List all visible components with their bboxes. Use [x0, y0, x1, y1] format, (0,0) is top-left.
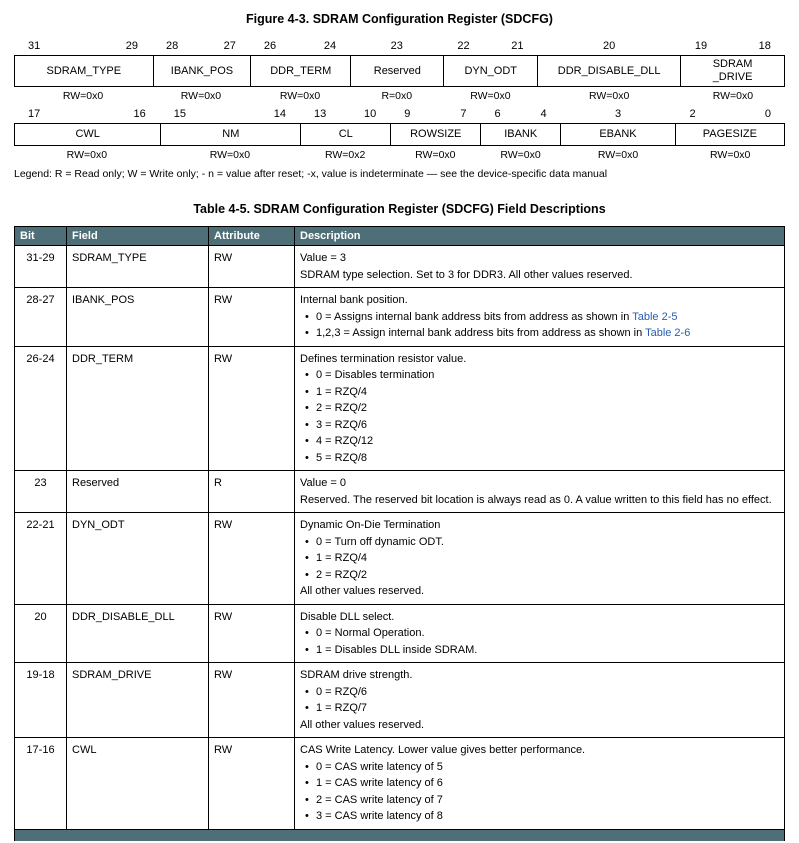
reset-value: R=0x0: [381, 90, 413, 102]
description-text: 1 = CAS write latency of 6: [316, 777, 443, 789]
reset-value: RW=0x0: [209, 149, 251, 161]
reset-values-row: [14, 87, 785, 106]
bit-msb: 2: [689, 108, 696, 120]
bullet-line: [300, 808, 779, 825]
bit-msb: 23: [390, 40, 403, 52]
bit-msb: 26: [263, 40, 277, 52]
field-name: CL: [338, 128, 353, 140]
description-line: [300, 292, 779, 309]
reset-values-row: [14, 146, 785, 165]
description-text: 3 = RZQ/6: [316, 418, 368, 431]
description-line: [300, 742, 779, 759]
bullet-line: [300, 325, 779, 342]
bullet-icon: •: [305, 552, 309, 564]
bit-range: [537, 38, 680, 55]
description-text: 0 = Turn off dynamic ODT.: [316, 535, 444, 548]
bit-range: [160, 106, 300, 123]
bit-cell: 31-29: [15, 246, 67, 288]
description-line: [300, 517, 779, 534]
description-text: 1 = RZQ/7: [316, 702, 368, 714]
reset-value: RW=0x2: [324, 149, 366, 161]
description-cell: [295, 513, 785, 605]
bullet-icon: •: [305, 760, 309, 773]
reset-value: RW=0x0: [279, 90, 321, 102]
bit-lsb: 21: [511, 40, 524, 52]
field-description-row: [15, 346, 785, 471]
description-text: 4 = RZQ/12: [316, 435, 374, 447]
description-text: All other values reserved.: [300, 718, 425, 731]
description-text: Dynamic On-Die Termination: [300, 519, 441, 531]
reset-value: RW=0x0: [597, 149, 639, 161]
description-text: CAS Write Latency. Lower value gives better performance.: [300, 744, 586, 756]
description-line: [300, 609, 779, 626]
reset-value: RW=0x0: [66, 149, 108, 161]
description-line: [300, 583, 779, 600]
bullet-icon: •: [305, 402, 309, 414]
bit-lsb: 14: [273, 108, 287, 120]
register-field: [443, 56, 537, 86]
bit-range: [350, 38, 443, 55]
attribute-cell: RW: [209, 738, 295, 830]
field-name: DDR_DISABLE_DLL: [557, 64, 661, 77]
table-title: Table 4-5. SDRAM Configuration Register (SDCFG) Field Descriptions: [193, 202, 606, 216]
bullet-line: [300, 384, 779, 401]
bit-lsb: 18: [758, 40, 771, 52]
register-field: [153, 56, 251, 86]
field-cell: IBANK_POS: [67, 288, 209, 347]
field-name: IBANK: [504, 128, 538, 140]
field-cell: SDRAM_TYPE: [67, 246, 209, 288]
description-line: [300, 351, 779, 368]
field-name: _DRIVE: [712, 71, 753, 83]
table-reference-link[interactable]: Table 2-6: [645, 327, 691, 339]
bullet-line: [300, 534, 779, 551]
bullet-icon: •: [305, 793, 309, 806]
bit-range: [561, 106, 676, 123]
bit-range: [681, 38, 785, 55]
bullet-line: [300, 792, 779, 809]
description-cell: [295, 288, 785, 347]
bullet-line: [300, 417, 779, 434]
description-text: 0 = RZQ/6: [316, 685, 368, 698]
description-cell: [295, 346, 785, 471]
field-descriptions-table: [14, 226, 785, 830]
bit-cell: 19-18: [15, 663, 67, 738]
description-text: 1,2,3 = Assign internal bank address bits from address as shown in: [316, 327, 646, 339]
bullet-icon: •: [305, 418, 309, 431]
bit-msb: 28: [166, 40, 179, 52]
description-line: [300, 667, 779, 684]
reset-value: RW=0x0: [588, 90, 630, 102]
field-description-row: [15, 288, 785, 347]
register-field: [560, 124, 675, 145]
description-cell: [295, 246, 785, 288]
register-field: [250, 56, 350, 86]
bullet-line: [300, 759, 779, 776]
bit-msb: 22: [457, 40, 470, 52]
bullet-line: [300, 367, 779, 384]
reset-value: RW=0x0: [415, 149, 456, 161]
reset-value: RW=0x0: [180, 90, 222, 102]
description-cell: [295, 663, 785, 738]
bullet-icon: •: [305, 643, 309, 656]
bullet-line: [300, 642, 779, 659]
field-description-row: [15, 663, 785, 738]
bit-msb: 17: [28, 108, 41, 120]
bit-cell: 23: [15, 471, 67, 513]
field-name: SDRAM_TYPE: [46, 64, 122, 77]
description-text: 1 = RZQ/4: [316, 385, 368, 398]
bullet-icon: •: [305, 435, 309, 447]
field-name: IBANK_POS: [170, 64, 234, 77]
bit-range: [443, 38, 537, 55]
bit-msb: 6: [494, 108, 501, 120]
field-name: NM: [222, 128, 240, 140]
figure-legend: Legend: R = Read only; W = Write only; - n = value after reset; -x, value is indeterminate — see the device-specific data manual: [14, 168, 608, 180]
bit-range: [480, 106, 560, 123]
description-text: SDRAM drive strength.: [300, 669, 413, 681]
bullet-line: [300, 309, 779, 326]
bit-cell: 20: [15, 604, 67, 663]
description-text: Defines termination resistor value.: [300, 352, 467, 365]
attribute-cell: RW: [209, 513, 295, 605]
bit-range: [390, 106, 480, 123]
bit-cell: 17-16: [15, 738, 67, 830]
field-cell: DDR_DISABLE_DLL: [67, 604, 209, 663]
description-text: 5 = RZQ/8: [316, 451, 368, 464]
bullet-line: [300, 567, 779, 584]
field-name: DDR_TERM: [270, 64, 332, 77]
bit-numbers-row: [14, 106, 785, 123]
description-text: 3 = CAS write latency of 8: [316, 810, 443, 822]
bullet-icon: •: [305, 702, 309, 714]
reset-value: RW=0x0: [62, 90, 104, 102]
field-description-row: [15, 738, 785, 830]
bullet-line: [300, 625, 779, 642]
bit-lsb: 16: [133, 108, 146, 120]
register-field: [15, 56, 153, 86]
field-name: DYN_ODT: [464, 64, 517, 77]
description-line: [300, 475, 779, 492]
register-field: [15, 124, 160, 145]
field-name: EBANK: [599, 128, 637, 140]
attribute-cell: RW: [209, 246, 295, 288]
bit-range: [300, 106, 390, 123]
bit-cell: 26-24: [15, 346, 67, 471]
register-field: [680, 56, 784, 86]
field-cell: SDRAM_DRIVE: [67, 663, 209, 738]
bullet-icon: •: [305, 685, 309, 698]
bullet-icon: •: [305, 777, 309, 789]
field-description-row: [15, 246, 785, 288]
reset-value: RW=0x0: [712, 90, 754, 102]
bullet-icon: •: [305, 327, 309, 339]
description-text: 0 = Disables termination: [316, 369, 435, 381]
description-text: 2 = RZQ/2: [316, 402, 368, 414]
bit-range: [675, 106, 784, 123]
col-header-description: Description: [295, 227, 785, 246]
register-field: [537, 56, 680, 86]
register-field: [390, 124, 480, 145]
bit-msb: 13: [314, 108, 327, 120]
bullet-icon: •: [305, 310, 309, 323]
description-text: 2 = CAS write latency of 7: [316, 793, 443, 806]
bit-msb: 19: [694, 40, 708, 52]
field-cell: DYN_ODT: [67, 513, 209, 605]
bit-msb: 3: [614, 108, 622, 120]
reset-value: RW=0x0: [500, 149, 541, 161]
description-text: Value = 3: [300, 252, 346, 264]
field-cell: DDR_TERM: [67, 346, 209, 471]
register-field: [480, 124, 560, 145]
bullet-icon: •: [305, 627, 309, 639]
bit-lsb: 10: [363, 108, 377, 120]
reset-value: RW=0x0: [470, 90, 511, 102]
bit-lsb: 29: [125, 40, 138, 52]
bit-lsb: 7: [460, 108, 467, 120]
bit-range: [14, 106, 160, 123]
description-text: Reserved. The reserved bit location is always read as 0. A value written to this field has no effect.: [300, 493, 772, 506]
bullet-icon: •: [305, 369, 309, 381]
field-name: SDRAM: [712, 58, 753, 70]
col-header-field: Field: [67, 227, 209, 246]
attribute-cell: RW: [209, 604, 295, 663]
bit-range: [14, 38, 152, 55]
bit-cell: 22-21: [15, 513, 67, 605]
attribute-cell: RW: [209, 346, 295, 471]
bit-msb: 15: [173, 108, 186, 120]
description-text: 0 = Assigns internal bank address bits from address as shown in: [316, 310, 633, 323]
register-fields-row: [14, 55, 785, 87]
description-text: Disable DLL select.: [300, 610, 395, 623]
register-field: [675, 124, 784, 145]
description-line: [300, 267, 779, 284]
bit-msb: 20: [603, 40, 616, 52]
bit-range: [152, 38, 250, 55]
description-text: 0 = CAS write latency of 5: [316, 760, 443, 773]
figure-title: Figure 4-3. SDRAM Configuration Register (SDCFG): [246, 12, 553, 26]
bullet-line: [300, 400, 779, 417]
field-name: Reserved: [373, 64, 421, 77]
bullet-icon: •: [305, 810, 309, 822]
bullet-line: [300, 450, 779, 467]
register-diagram: [14, 38, 785, 165]
bit-range: [250, 38, 350, 55]
bullet-line: [300, 550, 779, 567]
bit-lsb: 27: [223, 40, 236, 52]
description-cell: [295, 738, 785, 830]
register-fields-row: [14, 123, 785, 146]
bullet-line: [300, 684, 779, 701]
description-line: [300, 492, 779, 509]
description-text: 2 = RZQ/2: [316, 568, 368, 581]
attribute-cell: RW: [209, 663, 295, 738]
col-header-bit: Bit: [15, 227, 67, 246]
field-description-row: [15, 513, 785, 605]
next-table-row-partial: [14, 829, 785, 841]
table-reference-link[interactable]: Table 2-5: [632, 310, 678, 323]
bit-lsb: 4: [540, 108, 547, 120]
bit-cell: 28-27: [15, 288, 67, 347]
description-line: [300, 717, 779, 734]
bit-lsb: 0: [764, 108, 771, 120]
description-cell: [295, 471, 785, 513]
field-name: PAGESIZE: [702, 128, 757, 140]
bullet-line: [300, 775, 779, 792]
bit-numbers-row: [14, 38, 785, 55]
field-description-row: [15, 604, 785, 663]
description-text: Internal bank position.: [300, 294, 408, 306]
field-cell: Reserved: [67, 471, 209, 513]
description-text: 1 = RZQ/4: [316, 552, 368, 564]
register-field: [160, 124, 300, 145]
description-line: [300, 250, 779, 267]
bullet-icon: •: [305, 385, 309, 398]
reset-value: RW=0x0: [710, 149, 751, 161]
field-name: CWL: [75, 128, 100, 140]
bullet-line: [300, 700, 779, 717]
field-description-row: [15, 471, 785, 513]
bit-msb: 31: [28, 40, 41, 52]
bullet-icon: •: [305, 535, 309, 548]
attribute-cell: RW: [209, 288, 295, 347]
bit-lsb: 24: [323, 40, 337, 52]
field-name: ROWSIZE: [410, 128, 462, 140]
bullet-line: [300, 433, 779, 450]
table-header-row: [15, 227, 785, 246]
bit-msb: 9: [404, 108, 411, 120]
field-cell: CWL: [67, 738, 209, 830]
bullet-icon: •: [305, 451, 309, 464]
description-text: SDRAM type selection. Set to 3 for DDR3. All other values reserved.: [300, 268, 633, 281]
attribute-cell: R: [209, 471, 295, 513]
col-header-attribute: Attribute: [209, 227, 295, 246]
bullet-icon: •: [305, 568, 309, 581]
description-cell: [295, 604, 785, 663]
description-text: Value = 0: [300, 477, 346, 489]
register-field: [350, 56, 443, 86]
description-text: All other values reserved.: [300, 585, 425, 597]
description-text: 0 = Normal Operation.: [316, 627, 425, 639]
register-field: [300, 124, 390, 145]
description-text: 1 = Disables DLL inside SDRAM.: [316, 643, 478, 656]
